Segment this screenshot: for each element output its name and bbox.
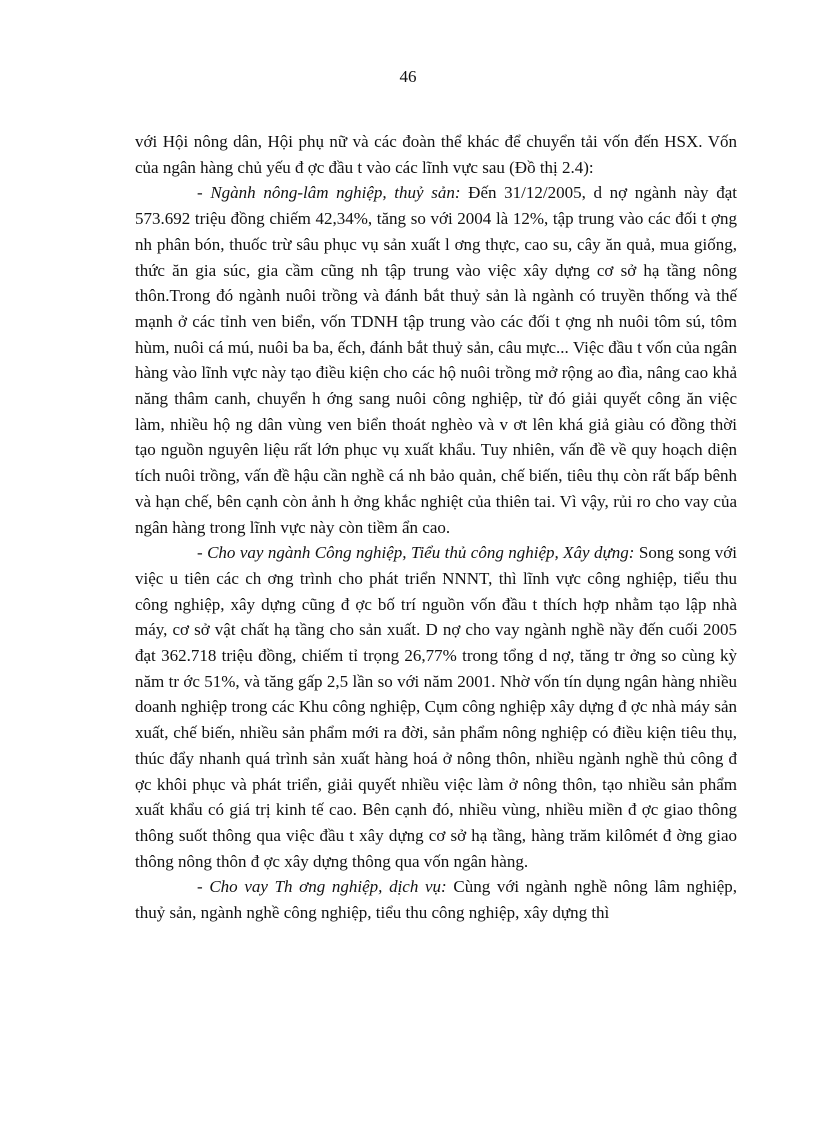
body-text: [135, 129, 737, 926]
paragraph-text: với Hội nông dân, Hội phụ nữ và các đoàn thể khác để chuyển tải vốn đến HSX. Vốn của ngân hàng chủ yếu đ ợc đầu t vào các lĩnh vực sau (Đồ thị 2.4):: [135, 132, 737, 177]
paragraph-text: Đến 31/12/2005, d nợ ngành này đạt 573.692 triệu đồng chiếm 42,34%, tăng so với 2004 là 12%, tập trung vào các đối t ợng nh phân bón, thuốc trừ sâu phục vụ sản xuất l ơng thực, cao su, cây ăn quả, mua giống, thức ăn gia súc, gia cầm cũng nh tập trung vào việc xây dựng cơ sở hạ tầng nông thôn.Trong đó ngành nuôi trồng và đánh bắt thuỷ sản là ngành có truyền thống và thế mạnh ở các tỉnh ven biển, vốn TDNH tập trung vào các đối t ợng nh nuôi tôm sú, tôm hùm, nuôi cá mú, nuôi ba ba, ếch, đánh bắt thuỷ sản, câu mực... Việc đầu t vốn của ngân hàng vào lĩnh vực này tạo điều kiện cho các hộ nuôi trồng mở rộng ao đìa, nâng cao khả năng thâm canh, chuyển h ớng sang nuôi công nghiệp, từ đó giải quyết công ăn việc làm, nhiều hộ ng dân vùng ven biển thoát nghèo và v ơt lên khá giả giàu có đồng thời tạo nguồn nguyên liệu rất lớn phục vụ xuất khẩu. Tuy nhiên, vấn đề về quy hoạch diện tích nuôi trồng, vấn đề hậu cần nghề cá nh bảo quản, chế biến, tiêu thụ còn rất bấp bênh và hạn chế, bên cạnh còn ảnh h ởng khắc nghiệt của thiên tai. Vì vậy, rủi ro cho vay của ngân hàng trong lĩnh vực này còn tiềm ẩn cao.: [135, 183, 737, 537]
paragraph-intro: [135, 129, 737, 180]
paragraph-commerce: [135, 874, 737, 925]
paragraph-agriculture: [135, 180, 737, 540]
paragraph-text: Cùng với ngành nghề nông lâm nghiệp, thuỷ sản, ngành nghề công nghiệp, tiểu thu công nghiệp, xây dựng thì: [135, 877, 737, 923]
paragraph-industry: [135, 540, 737, 874]
page-number: 46: [399, 67, 417, 86]
section-heading: - Ngành nông-lâm nghiệp, thuỷ sản:: [197, 183, 461, 203]
section-heading: - Cho vay ngành Công nghiệp, Tiểu thủ công nghiệp, Xây dựng:: [197, 543, 635, 563]
section-heading: - Cho vay Th ơng nghiệp, dịch vụ:: [197, 877, 447, 897]
paragraph-text: Song song với việc u tiên các ch ơng trình cho phát triển NNNT, thì lĩnh vực công nghiệp, tiểu thu công nghiệp, xây dựng cũng đ ợc bố trí nguồn vốn đầu t thích hợp nhằm tạo lập nhà máy, cơ sở vật chất hạ tầng cho sản xuất. D nợ cho vay ngành nghề nầy đến cuối 2005 đạt 362.718 triệu đồng, chiếm tỉ trọng 26,77% trong tổng d nợ, tăng tr ởng so cùng kỳ năm tr ớc 51%, và tăng gấp 2,5 lần so với năm 2001. Nhờ vốn tín dụng ngân hàng nhiều doanh nghiệp trong các Khu công nghiệp, Cụm công nghiệp xây dựng đ ợc nhà máy sản xuất, chế biến, nhiều sản phẩm mới ra đời, sản phẩm nông nghiệp có điều kiện tiêu thụ, thúc đẩy nhanh quá trình sản xuất hàng hoá ở nông thôn, nhiều ngành nghề thủ công đ ợc khôi phục và phát triển, giải quyết nhiều việc làm ở nông thôn, tạo nhiều sản phẩm xuất khẩu có giá trị kinh tế cao. Bên cạnh đó, nhiều vùng, nhiều miền đ ợc giao thông thông suốt thông qua việc đầu t xây dựng cơ sở hạ tầng, hàng trăm kilômét đ ờng giao thông nông thôn đ ợc xây dựng thông qua vốn ngân hàng.: [135, 543, 737, 871]
